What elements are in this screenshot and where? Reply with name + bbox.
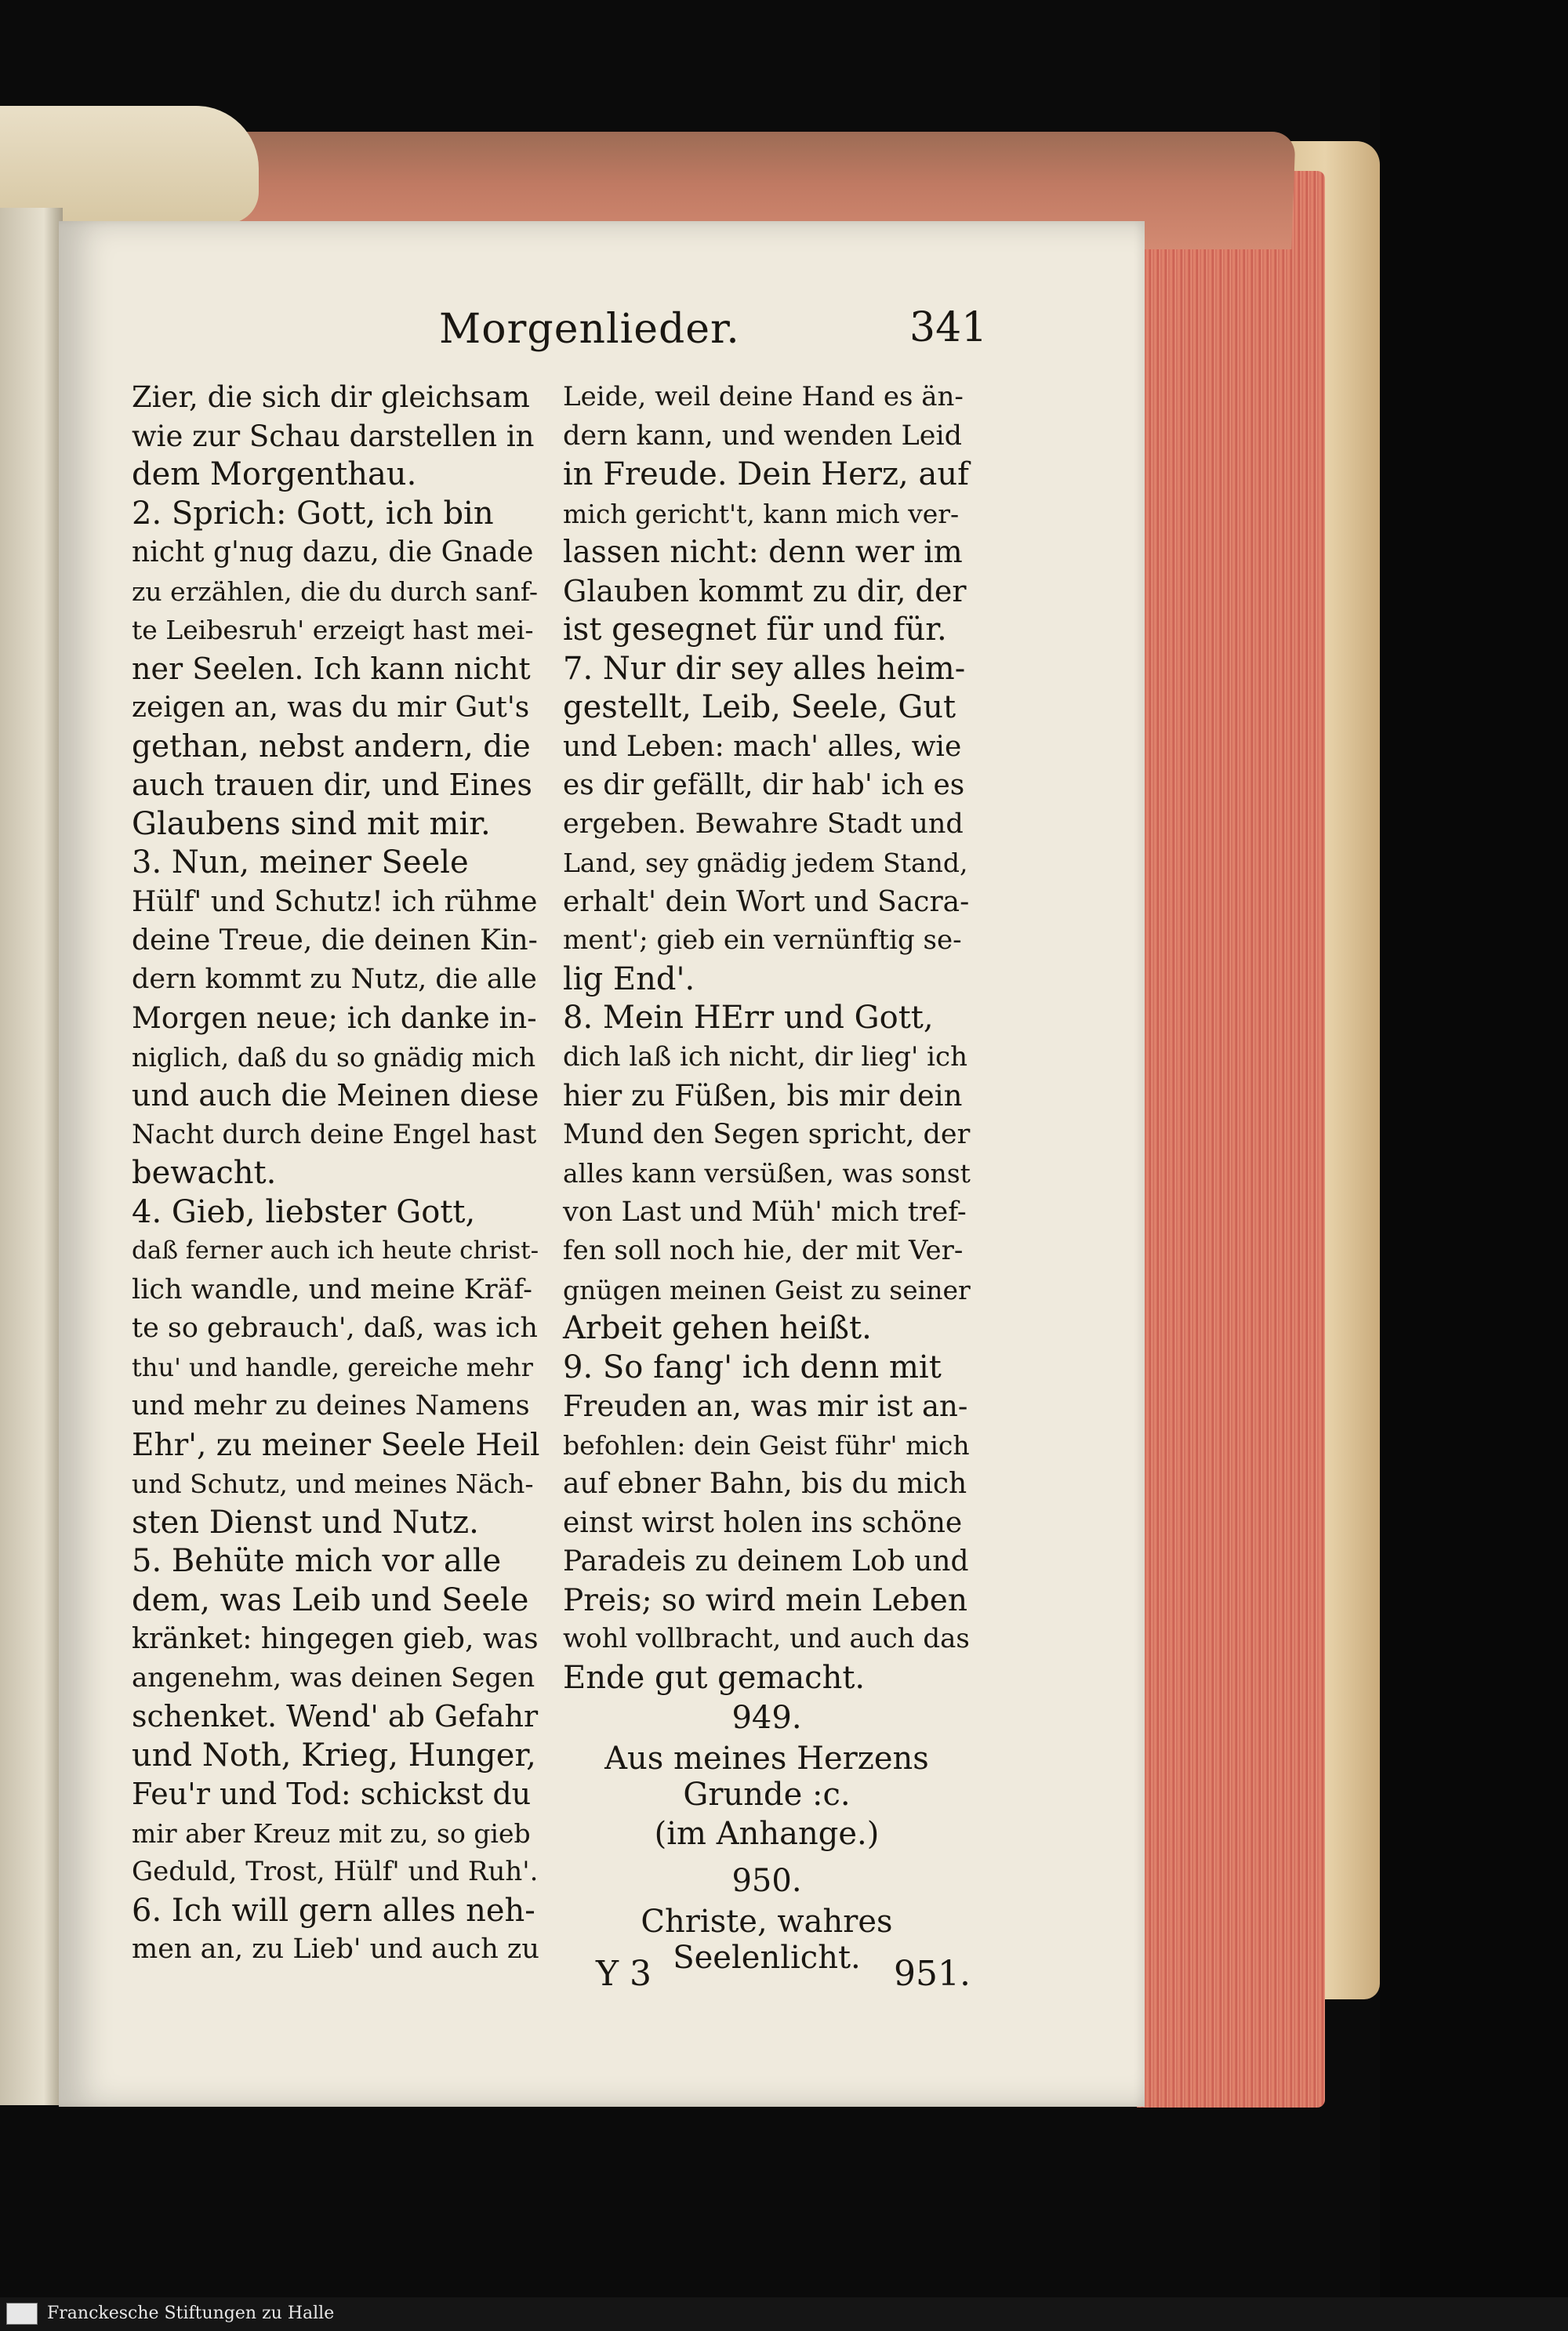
text-line: dern kommt zu Nutz, die alle	[132, 963, 537, 995]
text-line: men an, zu Lieb' und auch zu	[132, 1933, 539, 1965]
text-line: dich laß ich nicht, dir lieg' ich	[563, 1040, 967, 1073]
text-line: auf ebner Bahn, bis du mich	[563, 1468, 967, 1500]
hymn-note: (im Anhange.)	[654, 1816, 880, 1852]
text-line: gestellt, Leib, Seele, Gut	[563, 689, 956, 725]
signature-mark: Y 3	[596, 1954, 652, 1994]
text-line: 2. Sprich: Gott, ich bin	[132, 495, 494, 532]
page-fore-edge	[1137, 171, 1325, 2108]
text-line: Ehr', zu meiner Seele Heil	[132, 1427, 540, 1463]
text-line: Zier, die sich dir gleichsam	[132, 380, 530, 414]
text-line: 4. Gieb, liebster Gott,	[132, 1193, 476, 1230]
text-line: 5. Behüte mich vor alle	[132, 1543, 502, 1579]
text-line: und Leben: mach' alles, wie	[563, 730, 962, 763]
text-line: befohlen: dein Geist führ' mich	[563, 1429, 970, 1461]
text-line: schenket. Wend' ab Gefahr	[132, 1699, 539, 1734]
catchword: 951.	[894, 1954, 971, 1994]
text-line: Glaubens sind mit mir.	[132, 805, 491, 842]
running-title: Morgenlieder.	[439, 306, 740, 353]
text-line: Arbeit gehen heißt.	[563, 1310, 872, 1346]
text-line: deine Treue, die deinen Kin-	[132, 924, 538, 957]
text-line: Mund den Segen spricht, der	[563, 1118, 971, 1150]
text-line: und mehr zu deines Namens	[132, 1390, 530, 1421]
text-line: fen soll noch hie, der mit Ver-	[563, 1235, 964, 1266]
text-line: daß ferner auch ich heute christ-	[132, 1236, 539, 1265]
text-line: lassen nicht: denn wer im	[563, 535, 963, 570]
right-text-column	[563, 378, 971, 1697]
text-line: Morgen neue; ich danke in-	[132, 1001, 537, 1035]
text-line: Ende gut gemacht.	[563, 1659, 866, 1696]
text-line: ment'; gieb ein vernünftig se-	[563, 924, 962, 956]
text-line: dem Morgenthau.	[132, 456, 417, 492]
text-line: gnügen meinen Geist zu seiner	[563, 1274, 971, 1305]
facing-page-edge	[0, 208, 63, 2105]
text-line: wie zur Schau darstellen in	[132, 419, 535, 453]
text-line: 6. Ich will gern alles neh-	[132, 1892, 535, 1929]
text-line: von Last und Müh' mich tref-	[563, 1196, 967, 1228]
text-line: Nacht durch deine Engel hast	[132, 1118, 537, 1150]
text-line: in Freude. Dein Herz, auf	[563, 456, 969, 492]
text-line: dern kann, und wenden Leid	[563, 419, 963, 452]
text-line: Geduld, Trost, Hülf' und Ruh'.	[132, 1856, 539, 1887]
text-line: zeigen an, was du mir Gut's	[132, 692, 530, 724]
text-line: niglich, daß du so gnädig mich	[132, 1041, 536, 1073]
hymn-title: Aus meines Herzens Grunde :c.	[604, 1741, 929, 1813]
text-line: Hülf' und Schutz! ich rühme	[132, 885, 538, 918]
text-line: sten Dienst und Nutz.	[132, 1504, 479, 1541]
text-line: Feu'r und Tod: schickst du	[132, 1777, 532, 1811]
text-line: 8. Mein HErr und Gott,	[563, 1000, 934, 1036]
hymn-number: 950.	[731, 1863, 802, 1899]
text-line: bewacht.	[132, 1155, 277, 1191]
text-line: es dir gefällt, dir hab' ich es	[563, 769, 965, 801]
text-line: ner Seelen. Ich kann nicht	[132, 651, 531, 686]
spine-flap	[0, 106, 259, 223]
page-number: 341	[909, 304, 988, 351]
text-line: lich wandle, und meine Kräf-	[132, 1273, 532, 1305]
text-line: mir aber Kreuz mit zu, so gieb	[132, 1817, 531, 1849]
text-line: ist gesegnet für und für.	[563, 612, 947, 648]
text-line: wohl vollbracht, und auch das	[563, 1623, 970, 1654]
text-line: und Schutz, und meines Näch-	[132, 1469, 534, 1499]
text-line: mich gericht't, kann mich ver-	[563, 498, 960, 529]
text-line: ergeben. Bewahre Stadt und	[563, 808, 964, 840]
text-line: lig End'.	[563, 960, 695, 997]
text-line: einst wirst holen ins schöne	[563, 1506, 963, 1539]
text-line: Paradeis zu deinem Lob und	[563, 1545, 969, 1578]
text-line: thu' und handle, gereiche mehr	[132, 1352, 533, 1382]
text-line: angenehm, was deinen Segen	[132, 1661, 535, 1694]
text-line: erhalt' dein Wort und Sacra-	[563, 885, 970, 918]
text-line: dem, was Leib und Seele	[132, 1581, 529, 1618]
text-line: auch trauen dir, und Eines	[132, 768, 532, 802]
text-line: te so gebrauch', daß, was ich	[132, 1313, 538, 1344]
text-line: 7. Nur dir sey alles heim-	[563, 650, 966, 687]
text-line: 3. Nun, meiner Seele	[132, 844, 469, 880]
text-line: gethan, nebst andern, die	[132, 728, 531, 764]
footer-institution: Franckesche Stiftungen zu Halle	[47, 2304, 335, 2323]
text-line: Leide, weil deine Hand es än-	[563, 381, 964, 412]
text-line: Freuden an, was mir ist an-	[563, 1389, 968, 1423]
hymn-number: 949.	[731, 1700, 802, 1736]
text-line: 9. So fang' ich denn mit	[563, 1349, 942, 1385]
text-line: kränket: hingegen gieb, was	[132, 1623, 539, 1655]
text-line: nicht g'nug dazu, die Gnade	[132, 536, 534, 568]
text-line: te Leibesruh' erzeigt hast mei-	[132, 615, 534, 645]
text-line: Preis; so wird mein Leben	[563, 1582, 967, 1618]
institution-logo-icon	[6, 2303, 38, 2325]
text-line: zu erzählen, die du durch sanf-	[132, 575, 539, 607]
text-line: Glauben kommt zu dir, der	[563, 573, 967, 608]
hymn-title: Christe, wahres Seelenlicht.	[641, 1904, 893, 1976]
hymn-949-heading	[563, 1700, 971, 1852]
text-line: hier zu Füßen, bis mir dein	[563, 1079, 963, 1113]
text-line: Land, sey gnädig jedem Stand,	[563, 848, 968, 878]
text-line: alles kann versüßen, was sonst	[563, 1158, 971, 1189]
left-text-column	[132, 378, 539, 1970]
text-line: und auch die Meinen diese	[132, 1078, 539, 1113]
text-line: und Noth, Krieg, Hunger,	[132, 1737, 536, 1774]
background	[1380, 0, 1568, 2331]
